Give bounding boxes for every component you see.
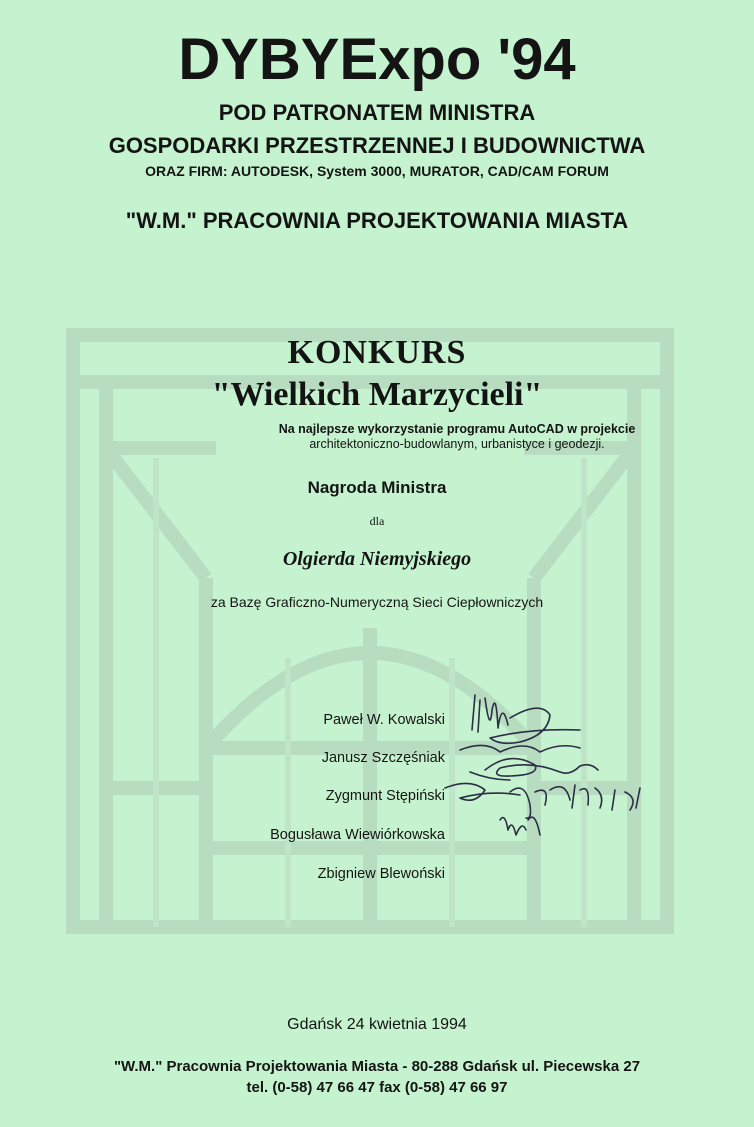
award-name: Nagroda Ministra bbox=[307, 478, 447, 497]
signatory-name: Janusz Szczęśniak bbox=[321, 750, 445, 766]
signatory-name: Paweł W. Kowalski bbox=[323, 712, 445, 728]
contest-description-2: architektoniczno-budowlanym, urbanistyce i geodezji. bbox=[309, 437, 605, 451]
signatory-name: Zygmunt Stępiński bbox=[325, 788, 445, 804]
patronage-line-1: POD PATRONATEM MINISTRA bbox=[218, 100, 536, 125]
organizer-phone: tel. (0-58) 47 66 47 fax (0-58) 47 66 97 bbox=[246, 1079, 508, 1096]
place-and-date: Gdańsk 24 kwietnia 1994 bbox=[287, 1016, 467, 1033]
signatory-name: Zbigniew Blewoński bbox=[317, 866, 445, 882]
event-title: DYBYExpo '94 bbox=[178, 27, 576, 92]
signatory-name: Bogusława Wiewiórkowska bbox=[270, 827, 445, 843]
contest-heading: KONKURS bbox=[287, 334, 467, 371]
contest-description-1: Na najlepsze wykorzystanie programu AutoCAD w projekcie bbox=[278, 422, 636, 436]
recipient-name: Olgierda Niemyjskiego bbox=[282, 548, 472, 570]
organizer-address: "W.M." Pracownia Projektowania Miasta - 80-288 Gdańsk ul. Piecewska 27 bbox=[113, 1058, 641, 1075]
for-label: dla bbox=[369, 514, 385, 528]
handwritten-signatures bbox=[430, 680, 670, 870]
award-reason: za Bazę Graficzno-Numeryczną Sieci Ciepłowniczych bbox=[210, 594, 544, 610]
patronage-line-2: GOSPODARKI PRZESTRZENNEJ I BUDOWNICTWA bbox=[108, 133, 646, 158]
contest-name: "Wielkich Marzycieli" bbox=[211, 376, 543, 413]
sponsors-line: ORAZ FIRM: AUTODESK, System 3000, MURATOR, CAD/CAM FORUM bbox=[145, 163, 609, 179]
organizer-line: "W.M." PRACOWNIA PROJEKTOWANIA MIASTA bbox=[125, 208, 629, 233]
